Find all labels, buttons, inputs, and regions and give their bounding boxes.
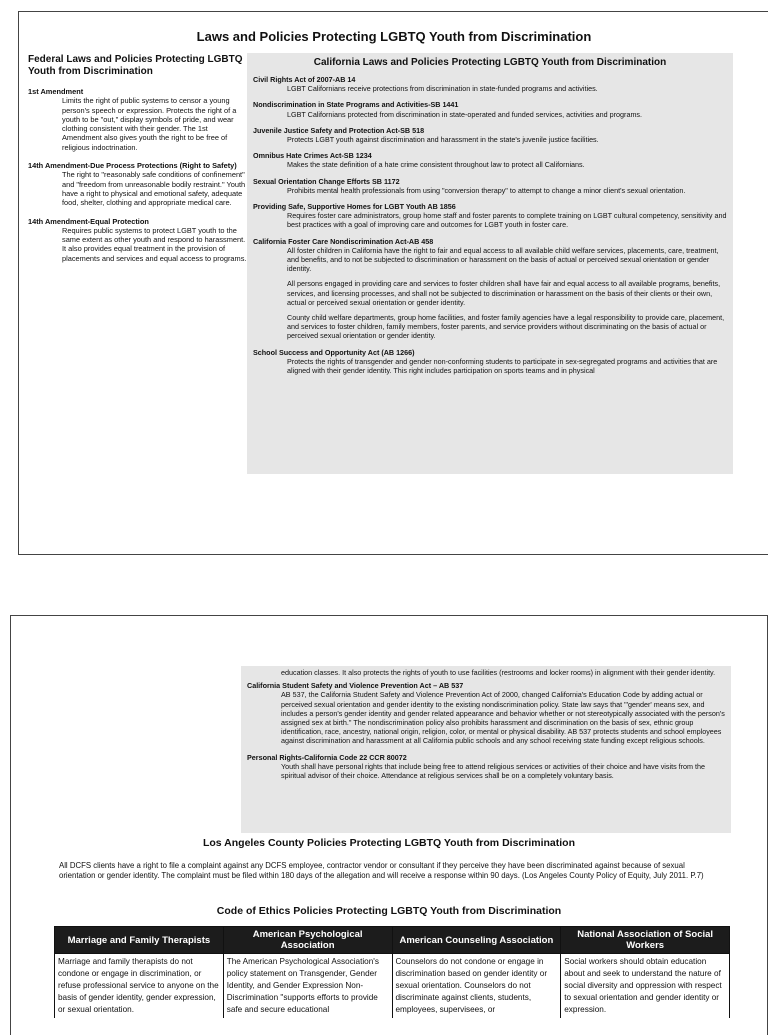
law-description: Makes the state definition of a hate crime consistent throughout law to protect all Californians. [287, 160, 585, 170]
federal-law-name: 14th Amendment-Due Process Protections (Right to Safety) [28, 161, 237, 171]
law-name: Omnibus Hate Crimes Act-SB 1234 [253, 151, 372, 161]
california-law-item [253, 126, 727, 144]
law-description: LGBT Californians receive protections from discrimination in state-funded programs and activities. [287, 84, 598, 94]
table-cell: Counselors do not condone or engage in discrimination based on gender identity or sexual orientation. Counselors do not discriminate against clients, students, employees, supervisees, or [392, 954, 561, 1019]
law-description: Requires foster care administrators, group home staff and foster parents to complete training on LGBT cultural competency, sensitivity and best practices with a goal of improving care and outcomes for LGBT youth in foster care. [287, 211, 727, 230]
table-cell: Social workers should obtain education about and seek to understand the nature of social diversity and oppression with respect to sexual orientation and gender identity or expression. [561, 954, 730, 1019]
column-header: National Association of Social Workers [561, 927, 730, 954]
table-header-row [55, 927, 730, 954]
law-name: Civil Rights Act of 2007-AB 14 [253, 75, 356, 84]
california-law-item [247, 681, 725, 745]
federal-law-name: 14th Amendment-Equal Protection [28, 216, 149, 226]
california-laws-continued [241, 666, 731, 833]
column-header: American Counseling Association [392, 927, 561, 954]
document-page-2 [10, 615, 768, 1035]
california-law-item [253, 237, 727, 341]
law-description: Youth shall have personal rights that include being free to attend religious services or activities of their choice and have visits from the spiritual advisor of their choice. Attendance at religious services shall be on a completely voluntary basis. [281, 761, 706, 781]
law-name: School Success and Opportunity Act (AB 1266) [253, 347, 415, 357]
law-name: Juvenile Justice Safety and Protection Act-SB 518 [253, 125, 425, 135]
law-name: Nondiscrimination in State Programs and Activities-SB 1441 [253, 100, 459, 110]
law-name: Personal Rights-California Code 22 CCR 80072 [247, 752, 407, 762]
law-description: AB 537, the California Student Safety and Violence Prevention Act of 2000, changed California's Education Code by adding actual or perceived sexual orientation and gender identity to the existing nondiscrimination policy. State law says that "'gender' means sex, and includes a person's gender identity and gender related appearance and behavior whether or not stereotypically associated with the person's assigned sex at birth." The nondiscrimination policy also prohibits harassment and discrimination on the basis of sex, ethnic group identification, race, ancestry, national origin, religion, color, or mental or physical disability. AB 537 protects students and school employees against discrimination and harassment at all California public schools and any school receiving state funding except religious schools. [281, 690, 725, 746]
california-law-item [253, 75, 727, 93]
federal-law-item [28, 161, 248, 207]
federal-law-description: Requires public systems to protect LGBT youth to the same extent as other youth and respond to harassment. It also provides equal treatment in the provision of placements and services and equal access to programs. [62, 225, 247, 263]
law-description: LGBT Californians protected from discrimination in state-operated and funded services, activities and programs. [287, 109, 643, 119]
federal-heading: Federal Laws and Policies Protecting LGBTQ Youth from Discrimination [28, 54, 243, 77]
federal-law-description: Limits the right of public systems to censor a young person's speech or expression. Protects the right of a youth to be "out," display symbols of pride, and wear clothing consistent with their gender. The 1st Amendment also gives youth the right to be free of religious indoctrination. [62, 96, 237, 152]
california-law-item [253, 151, 727, 169]
page-title: Laws and Policies Protecting LGBTQ Youth from Discrimination [196, 29, 592, 44]
federal-law-item [28, 217, 248, 263]
federal-law-description: The right to "reasonably safe conditions of confinement" and "freedom from unreasonable bodily restraint." Youth have a right to physical and emotional safety, adequate food, shelter, clothing and appropriate medical care. [62, 170, 246, 208]
federal-law-name: 1st Amendment [28, 87, 84, 96]
california-law-item [253, 202, 727, 230]
federal-law-item [28, 87, 248, 152]
law-name: California Student Safety and Violence Prevention Act – AB 537 [247, 681, 464, 691]
california-law-item [247, 753, 725, 781]
law-description: All foster children in California have the right to fair and equal access to all available child welfare services, placements, care, treatment, and benefits, and to not be subjected to discrimination or harassment on the basis of actual or perceived sexual orientation or gender identity. [287, 245, 719, 274]
code-of-ethics-heading: Code of Ethics Policies Protecting LGBTQ Youth from Discrimination [216, 905, 562, 917]
column-header: American Psychological Association [223, 927, 392, 954]
law-description: County child welfare departments, group home facilities, and foster family agencies have a legal responsibility to provide care, placement, and services to foster children, family members, foster parents, and service providers without discriminating on the basis of actual or perceived sexual orientation or gender identity. [287, 313, 725, 341]
law-description: Prohibits mental health professionals from using "conversion therapy" to attempt to change a minor client's sexual orientation. [287, 185, 686, 195]
california-heading: California Laws and Policies Protecting LGBTQ Youth from Discrimination [313, 57, 667, 68]
law-name: California Foster Care Nondiscrimination Act-AB 458 [253, 236, 434, 246]
california-law-item [253, 348, 727, 376]
la-county-policy-text: All DCFS clients have a right to file a complaint against any DCFS employee, contractor vendor or consultant if they perceive they have been discriminated against because of sexual orientation or gender identity. The complaint must be filed within 180 days of the allegation and will receive a response within 90 days. (Los Angeles County Policy of Equity, July 2011. P.7) [59, 861, 704, 880]
federal-laws-section [28, 54, 248, 272]
column-header: Marriage and Family Therapists [55, 927, 224, 954]
law-description: Protects LGBT youth against discrimination and harassment in the state's juvenile justice facilities. [287, 135, 599, 145]
california-law-item [253, 177, 727, 195]
la-county-heading: Los Angeles County Policies Protecting LGBTQ Youth from Discrimination [202, 837, 575, 849]
table-cell: The American Psychological Association's policy statement on Transgender, Gender Identity, and Gender Expression Non-Discrimination "supports efforts to provide safe and secure educational [223, 954, 392, 1019]
table-row [55, 954, 730, 1019]
law-description: Protects the rights of transgender and gender non-conforming students to participate in sex-segregated programs and activities that are aligned with their gender identity. This right includes participation on sports teams and in physical [287, 356, 718, 376]
law-description-continued: education classes. It also protects the rights of youth to use facilities (restrooms and locker rooms) in alignment with their gender identity. [281, 668, 716, 677]
code-of-ethics-table [54, 926, 730, 1018]
law-name: Providing Safe, Supportive Homes for LGBT Youth AB 1856 [253, 202, 456, 212]
document-page-1 [18, 11, 768, 555]
california-law-item [253, 100, 727, 118]
law-name: Sexual Orientation Change Efforts SB 1172 [253, 176, 400, 186]
table-cell: Marriage and family therapists do not condone or engage in discrimination, or refuse professional service to anyone on the basis of gender identity, gender expression, or sexual orientation. [55, 954, 224, 1019]
california-laws-section [247, 53, 733, 474]
law-description: All persons engaged in providing care and services to foster children shall have fair and equal access to all available programs, benefits, services, and licensing processes, and shall not be subjected to discrimination or harassment on the basis of their clients or their own, actual or perceived sexual orientation or gender identity. [287, 279, 721, 307]
